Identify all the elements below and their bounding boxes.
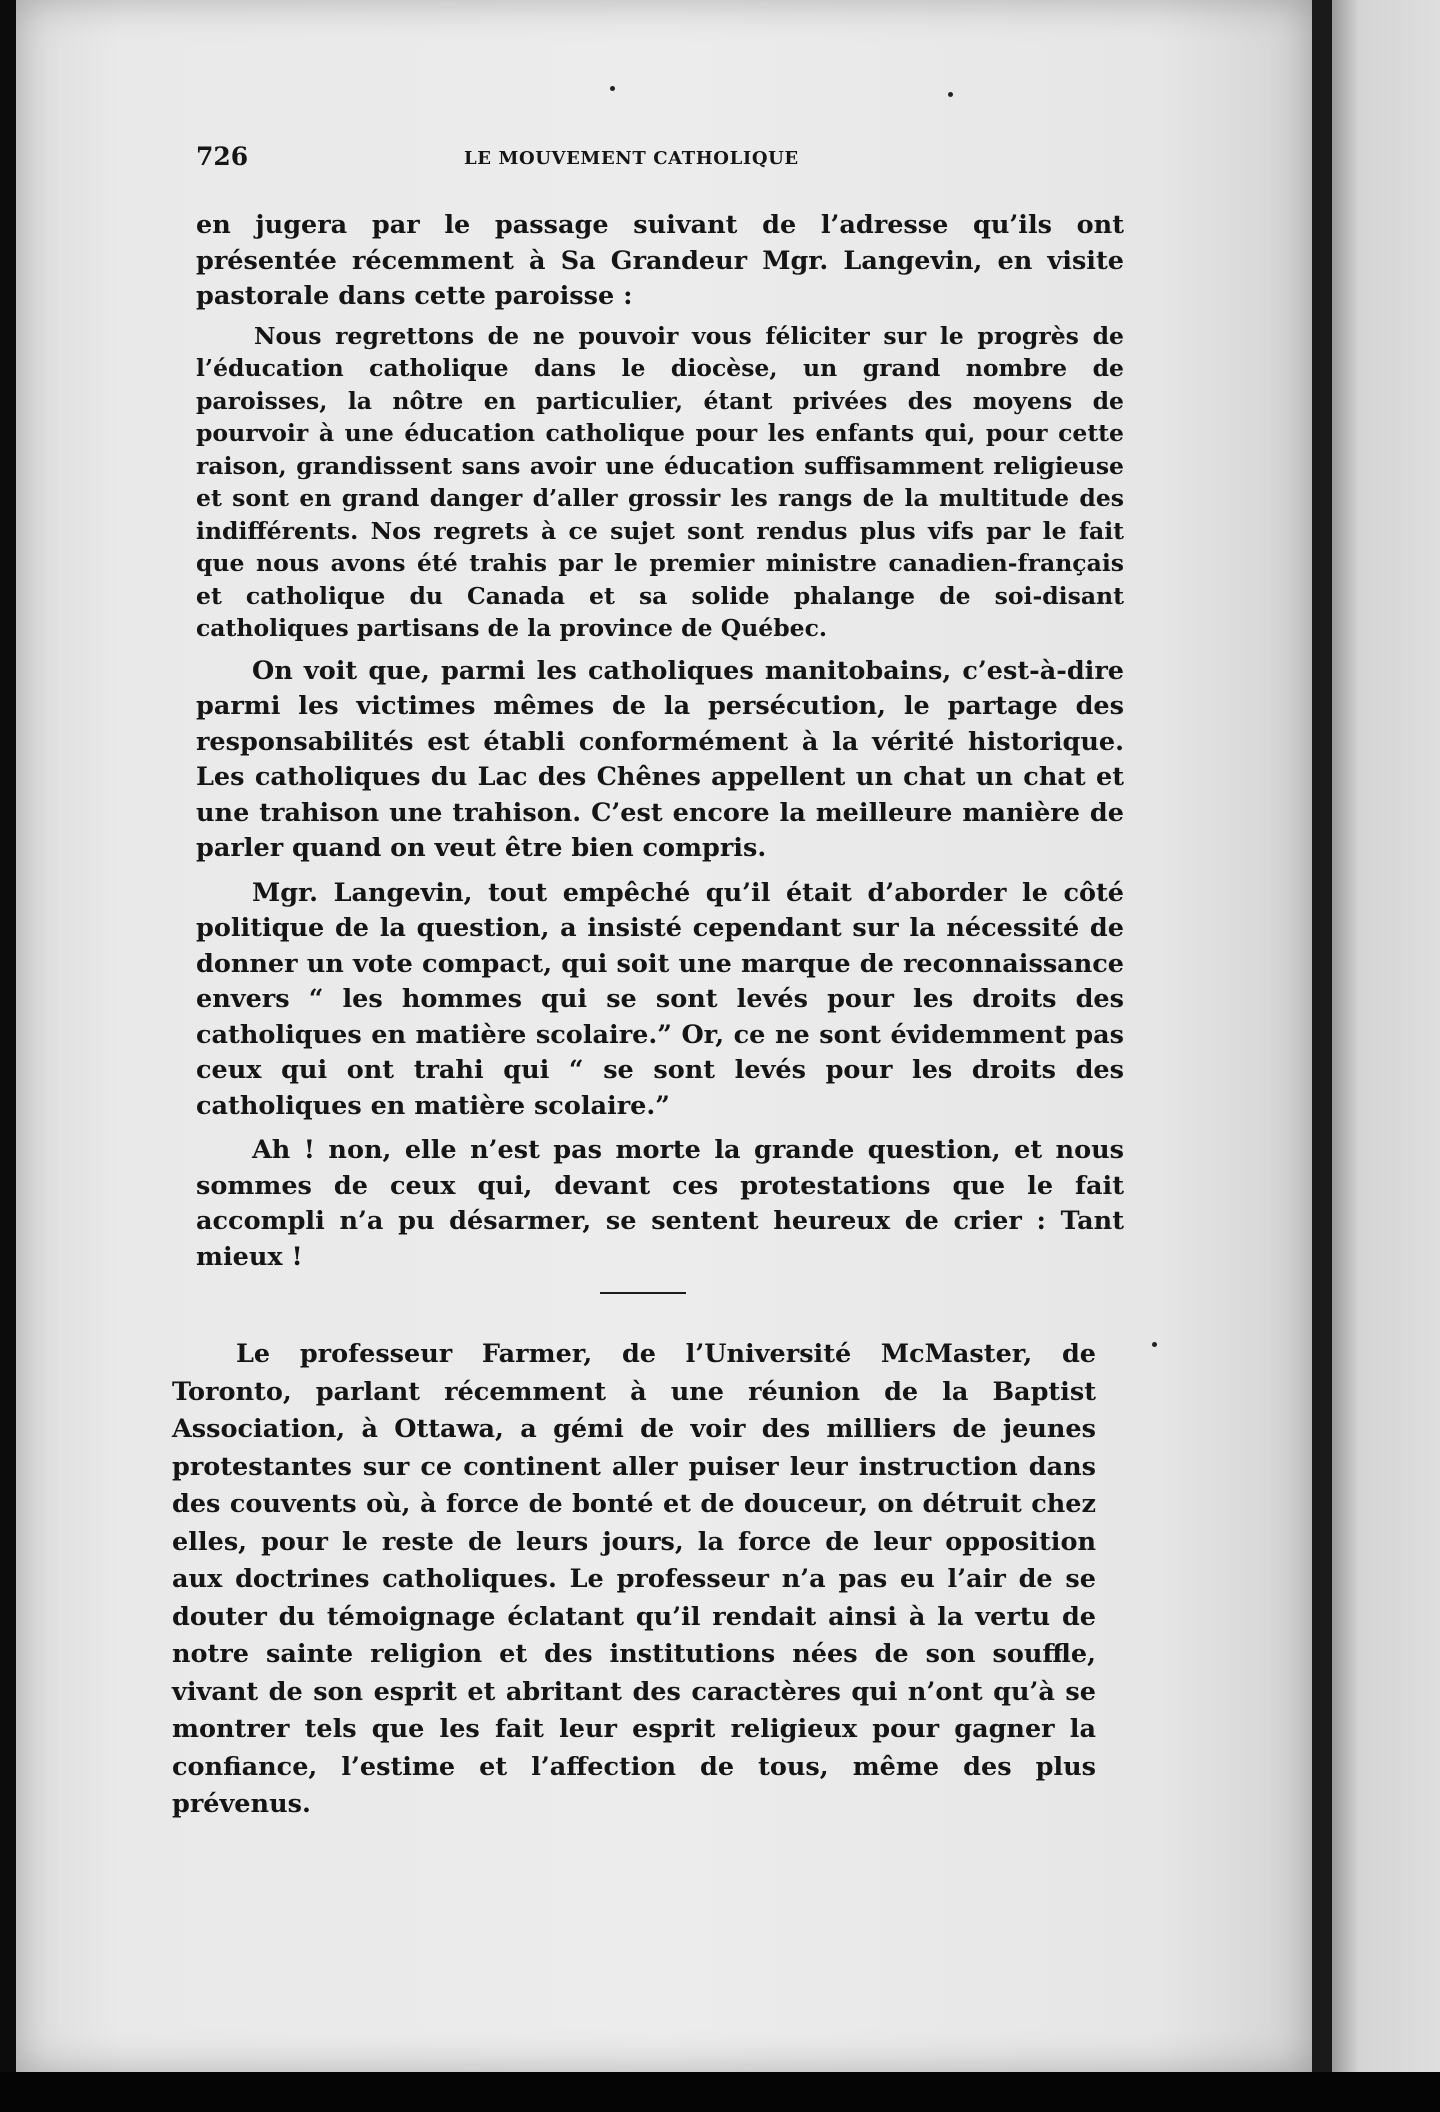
ink-speck [610,86,615,91]
section-divider [600,1292,686,1294]
paragraph-langevin: Mgr. Langevin, tout empêché qu’il était d’aborder le côté politique de la question, a insisté cependant sur la nécessité de donner un vote compact, qui soit une marque de reconnaissance envers “ les hommes qui se sont levés pour les droits des catholiques en matière scolaire.” Or, ce ne sont évidemment pas ceux qui ont trahi qui “ se sont levés pour les droits des catholiques en matière scolaire.” [196,877,1124,1121]
ink-speck [1152,1342,1157,1347]
running-title: LE MOUVEMENT CATHOLIQUE [464,148,799,169]
quoted-address: Nous regrettons de ne pouvoir vous féliciter sur le progrès de l’éducation catholique dans le diocèse, un grand nombre de paroisses, la nôtre en particulier, étant privées des moyens de pourvoir à une éducation catholique pour les enfants qui, pour cette raison, grandissent sans avoir une éducation suffisamment religieuse et sont en grand danger d’aller grossir les rangs de la multitude des indifférents. Nos regrets à ce sujet sont rendus plus vifs par le fait que nous avons été trahis par le premier ministre canadien-français et catholique du Canada et sa solide phalange de soi-disant catholiques partisans de la province de Québec. [196,321,1124,642]
ink-speck [948,92,953,97]
paragraph-conclusion: Ah ! non, elle n’est pas morte la grande question, et nous sommes de ceux qui, devant ces protestations que le fait accompli n’a pu désarmer, se sentent heureux de crier : Tant mieux ! [196,1135,1124,1272]
text-block-lower [172,1336,1096,1824]
page-number: 726 [196,142,249,171]
text-block-upper [196,208,1124,1275]
scan-bottom-border [0,2072,1440,2112]
adjacent-page-edge [1332,0,1440,2072]
page-gutter-shadow [1312,0,1332,2072]
paragraph-lead: en jugera par le passage suivant de l’adresse qu’ils ont présentée récemment à Sa Grandeur Mgr. Langevin, en visite pastorale dans cette paroisse : [196,210,1124,311]
paragraph-farmer: Le professeur Farmer, de l’Université McMaster, de Toronto, parlant récemment à une réunion de la Baptist Association, à Ottawa, a gémi de voir des milliers de jeunes protestantes sur ce continent aller puiser leur instruction dans des couvents où, à force de bonté et de douceur, on détruit chez elles, pour le reste de leurs jours, la force de leur opposition aux doctrines catholiques. Le professeur n’a pas eu l’air de se douter du témoignage éclatant qu’il rendait ainsi à la vertu de notre sainte religion et des institutions nées de son souffle, vivant de son esprit et abritant des caractères qui n’ont qu’à se montrer tels que les fait leur esprit religieux pour gagner la confiance, l’estime et l’affection de tous, même des plus prévenus. [172,1339,1096,1819]
paragraph-manitoba: On voit que, parmi les catholiques manitobains, c’est-à-dire parmi les victimes mêmes de la persécution, le partage des responsabilités est établi conformément à la vérité historique. Les catholiques du Lac des Chênes appellent un chat un chat et une trahison une trahison. C’est encore la meilleure manière de parler quand on veut être bien compris. [196,655,1124,863]
